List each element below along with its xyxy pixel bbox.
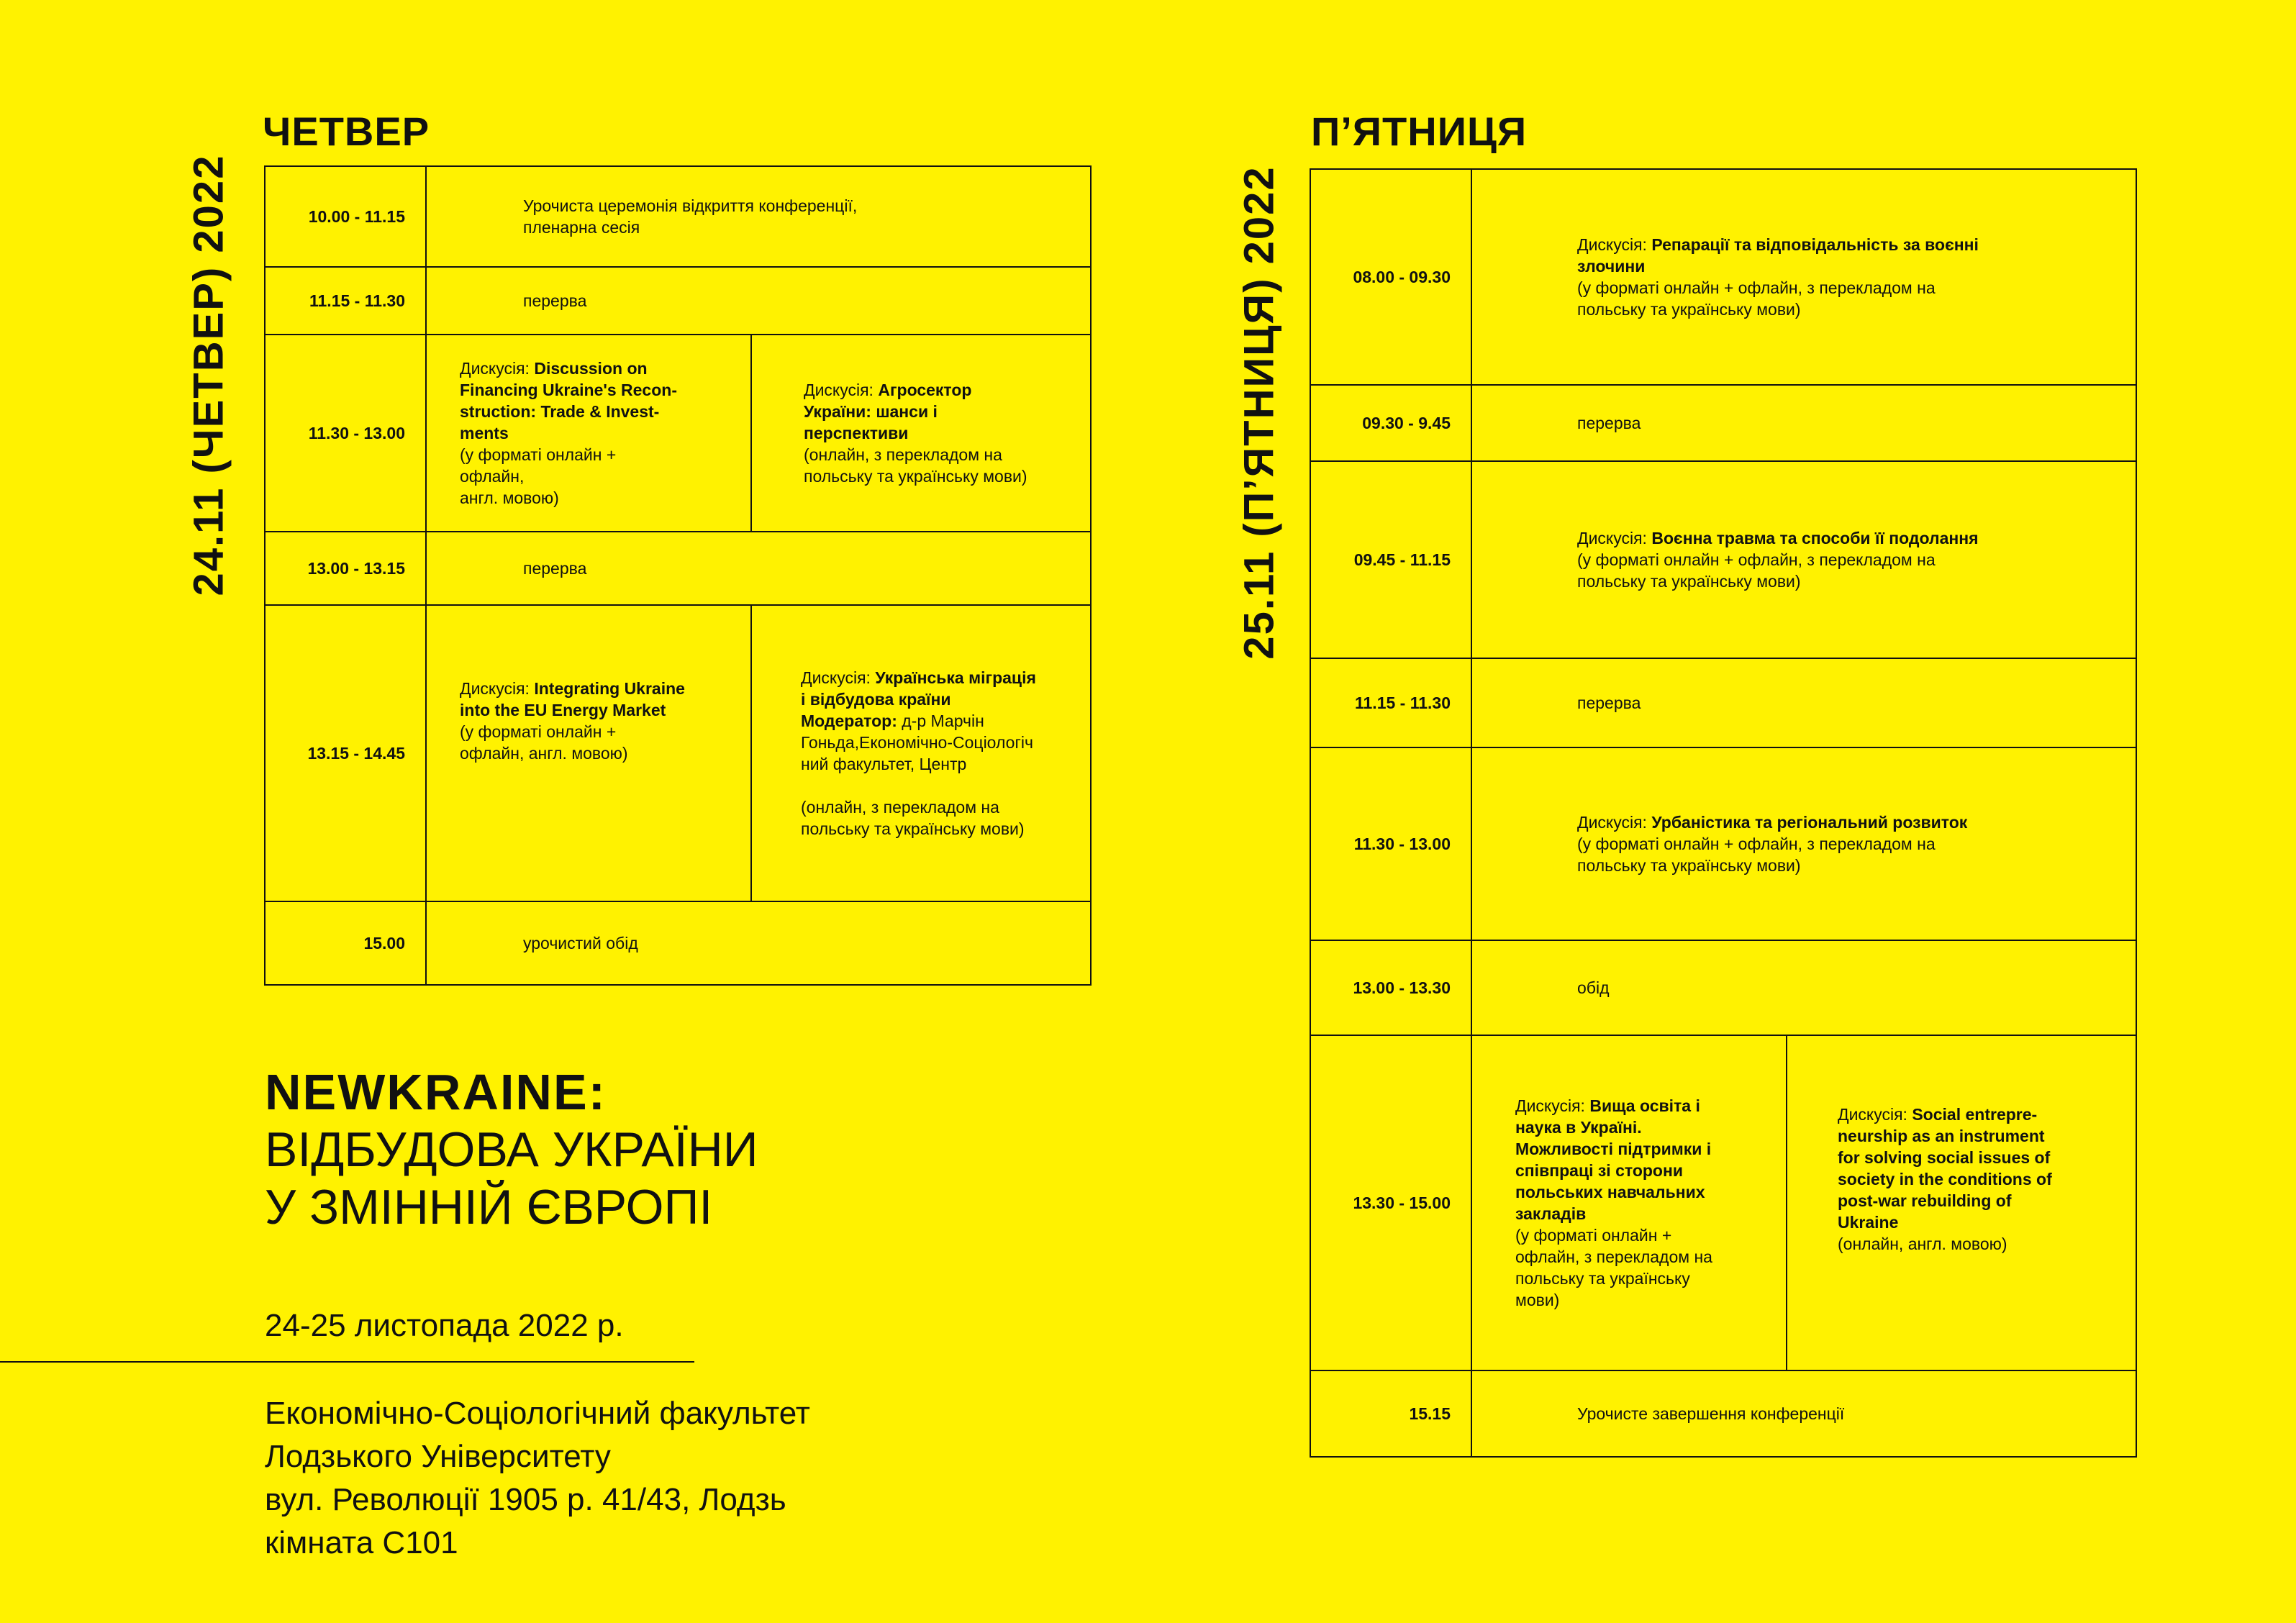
conference-title-line: ВІДБУДОВА УКРАЇНИ (265, 1122, 758, 1177)
table-row (1310, 461, 2136, 658)
discussion-cell (1787, 1035, 2136, 1370)
discussion-cell (426, 335, 751, 532)
activity-text: перерва (523, 291, 587, 310)
discussion-title: Social entrepre- (1912, 1105, 2038, 1124)
table-row (1310, 940, 2136, 1035)
venue-address (265, 1392, 810, 1565)
table-row (1310, 658, 2136, 747)
table-row (1310, 747, 2136, 940)
activity-text: Урочиста церемонія відкриття конференції, (523, 196, 858, 215)
table-row (265, 532, 1091, 605)
discussion-title: злочини (1577, 257, 1646, 276)
discussion-note: польську та українську мови) (801, 819, 1025, 838)
table-row (265, 166, 1091, 267)
time-cell: 10.00 - 11.15 (265, 166, 426, 267)
discussion-note: (онлайн, з перекладом на (804, 445, 1002, 464)
discussion-title: наука в Україні. (1515, 1118, 1642, 1137)
activity-cell (426, 267, 1091, 335)
discussion-title: Агросектор (878, 381, 972, 399)
discussion-title: Можливості підтримки і (1515, 1140, 1712, 1158)
discussion-note: офлайн, з перекладом на (1515, 1247, 1712, 1266)
activity-cell (426, 901, 1091, 985)
time-cell: 13.00 - 13.30 (1310, 940, 1471, 1035)
discussion-title: Integrating Ukraine (534, 679, 685, 698)
activity-cell (1471, 658, 2136, 747)
moderator-name: Гоньда,Економічно-Соціологіч (801, 733, 1033, 752)
discussion-label: Дискусія: (1838, 1105, 1912, 1124)
table-row (265, 901, 1091, 985)
discussion-title: neurship as an instrument (1838, 1127, 2045, 1145)
venue-line: Лодзького Університету (265, 1439, 611, 1474)
discussion-note: (у форматі онлайн + (460, 445, 617, 464)
discussion-note: польську та українську мови) (804, 467, 1027, 486)
time-cell: 13.00 - 13.15 (265, 532, 426, 605)
discussion-title: post-war rebuilding of (1838, 1191, 2012, 1210)
table-row (265, 605, 1091, 901)
discussion-title: struction: Trade & Invest- (460, 402, 660, 421)
discussion-cell (751, 605, 1091, 901)
discussion-note: (у форматі онлайн + офлайн, з перекладом на (1577, 835, 1936, 853)
discussion-note: польську та українську мови) (1577, 300, 1801, 319)
discussion-title: і відбудова країни (801, 690, 951, 709)
moderator-name: д-р Марчін (897, 712, 984, 730)
activity-cell (426, 166, 1091, 267)
thursday-title: ЧЕТВЕР (263, 109, 430, 154)
activity-text: пленарна сесія (523, 218, 640, 237)
discussion-label: Дискусія: (460, 359, 535, 378)
divider (0, 1361, 694, 1363)
time-cell: 15.00 (265, 901, 426, 985)
discussion-note: (у форматі онлайн + офлайн, з перекладом на (1577, 278, 1936, 297)
table-row (1310, 169, 2136, 385)
activity-text: урочистий обід (523, 934, 638, 953)
discussion-note: офлайн, англ. мовою) (460, 744, 628, 763)
conference-title (265, 1063, 758, 1236)
discussion-label: Дискусія: (460, 679, 535, 698)
venue-line: кімната С101 (265, 1525, 458, 1560)
discussion-label: Дискусія: (1515, 1096, 1590, 1115)
discussion-title: закладів (1515, 1204, 1587, 1223)
discussion-label: Дискусія: (801, 668, 876, 687)
discussion-note: польську та українську мови) (1577, 856, 1801, 875)
discussion-title: Вища освіта і (1589, 1096, 1700, 1115)
discussion-title: співпраці зі сторони (1515, 1161, 1684, 1180)
discussion-title: into the EU Energy Market (460, 701, 666, 719)
activity-text: перерва (1577, 414, 1641, 432)
time-cell: 11.30 - 13.00 (1310, 747, 1471, 940)
moderator-name: ний факультет, Центр (801, 755, 967, 773)
time-cell: 09.45 - 11.15 (1310, 461, 1471, 658)
discussion-cell (426, 605, 751, 901)
conference-dates: 24-25 листопада 2022 р. (265, 1308, 624, 1343)
time-cell: 11.30 - 13.00 (265, 335, 426, 532)
table-row (1310, 1370, 2136, 1457)
discussion-title: for solving social issues of (1838, 1148, 2051, 1167)
time-cell: 13.30 - 15.00 (1310, 1035, 1471, 1370)
discussion-note: (у форматі онлайн + (1515, 1226, 1672, 1245)
discussion-cell (1471, 461, 2136, 658)
discussion-note: (онлайн, англ. мовою) (1838, 1235, 2007, 1253)
friday-vertical-date: 25.11 (П’ЯТНИЦЯ) 2022 (1235, 165, 1283, 660)
discussion-label: Дискусія: (804, 381, 879, 399)
table-row (1310, 385, 2136, 461)
friday-schedule (1310, 168, 2137, 1458)
discussion-title: Урбаністика та регіональний розвиток (1651, 813, 1968, 832)
discussion-title: України: шанси і (804, 402, 938, 421)
activity-cell (1471, 385, 2136, 461)
discussion-title: Ukraine (1838, 1213, 1899, 1232)
table-row (1310, 1035, 2136, 1370)
table-row (265, 335, 1091, 532)
time-cell: 11.15 - 11.30 (265, 267, 426, 335)
discussion-cell (1471, 747, 2136, 940)
discussion-label: Дискусія: (1577, 529, 1652, 547)
discussion-note: офлайн, (460, 467, 525, 486)
discussion-title: society in the conditions of (1838, 1170, 2052, 1188)
discussion-title: ments (460, 424, 509, 442)
discussion-title: Financing Ukraine's Recon- (460, 381, 677, 399)
thursday-schedule (264, 165, 1092, 986)
activity-text: перерва (523, 559, 587, 578)
table-row (265, 267, 1091, 335)
discussion-label: Дискусія: (1577, 235, 1652, 254)
discussion-note: (онлайн, з перекладом на (801, 798, 999, 817)
time-cell: 09.30 - 9.45 (1310, 385, 1471, 461)
activity-text: Урочисте завершення конференції (1577, 1404, 1845, 1423)
discussion-note: (у форматі онлайн + офлайн, з перекладом на (1577, 550, 1936, 569)
activity-cell (1471, 1370, 2136, 1457)
conference-title-line: У ЗМІННІЙ ЄВРОПІ (265, 1180, 713, 1235)
conference-title-brand: NEWKRAINE: (265, 1064, 607, 1120)
discussion-title: польських навчальних (1515, 1183, 1705, 1201)
discussion-note: англ. мовою) (460, 488, 559, 507)
discussion-cell (751, 335, 1091, 532)
discussion-title: Репарації та відповідальність за воєнні (1651, 235, 1979, 254)
discussion-label: Дискусія: (1577, 813, 1652, 832)
discussion-note: (у форматі онлайн + (460, 722, 617, 741)
discussion-note: польську та українську мови) (1577, 572, 1801, 591)
friday-title: П’ЯТНИЦЯ (1311, 109, 1528, 154)
discussion-title: Discussion on (534, 359, 648, 378)
time-cell: 11.15 - 11.30 (1310, 658, 1471, 747)
time-cell: 15.15 (1310, 1370, 1471, 1457)
discussion-title: Воєнна травма та способи її подолання (1651, 529, 1979, 547)
discussion-note: мови) (1515, 1291, 1560, 1309)
discussion-cell (1471, 1035, 1787, 1370)
venue-line: Економічно-Соціологічний факультет (265, 1396, 810, 1431)
activity-cell (426, 532, 1091, 605)
discussion-note: польську та українську (1515, 1269, 1690, 1288)
activity-cell (1471, 940, 2136, 1035)
time-cell: 13.15 - 14.45 (265, 605, 426, 901)
discussion-title: Українська міграція (875, 668, 1036, 687)
venue-line: вул. Революції 1905 р. 41/43, Лодзь (265, 1482, 786, 1517)
time-cell: 08.00 - 09.30 (1310, 169, 1471, 385)
discussion-title: перспективи (804, 424, 909, 442)
thursday-vertical-date: 24.11 (ЧЕТВЕР) 2022 (185, 154, 232, 596)
moderator-label: Модератор: (801, 712, 897, 730)
discussion-cell (1471, 169, 2136, 385)
activity-text: обід (1577, 978, 1610, 997)
activity-text: перерва (1577, 694, 1641, 712)
